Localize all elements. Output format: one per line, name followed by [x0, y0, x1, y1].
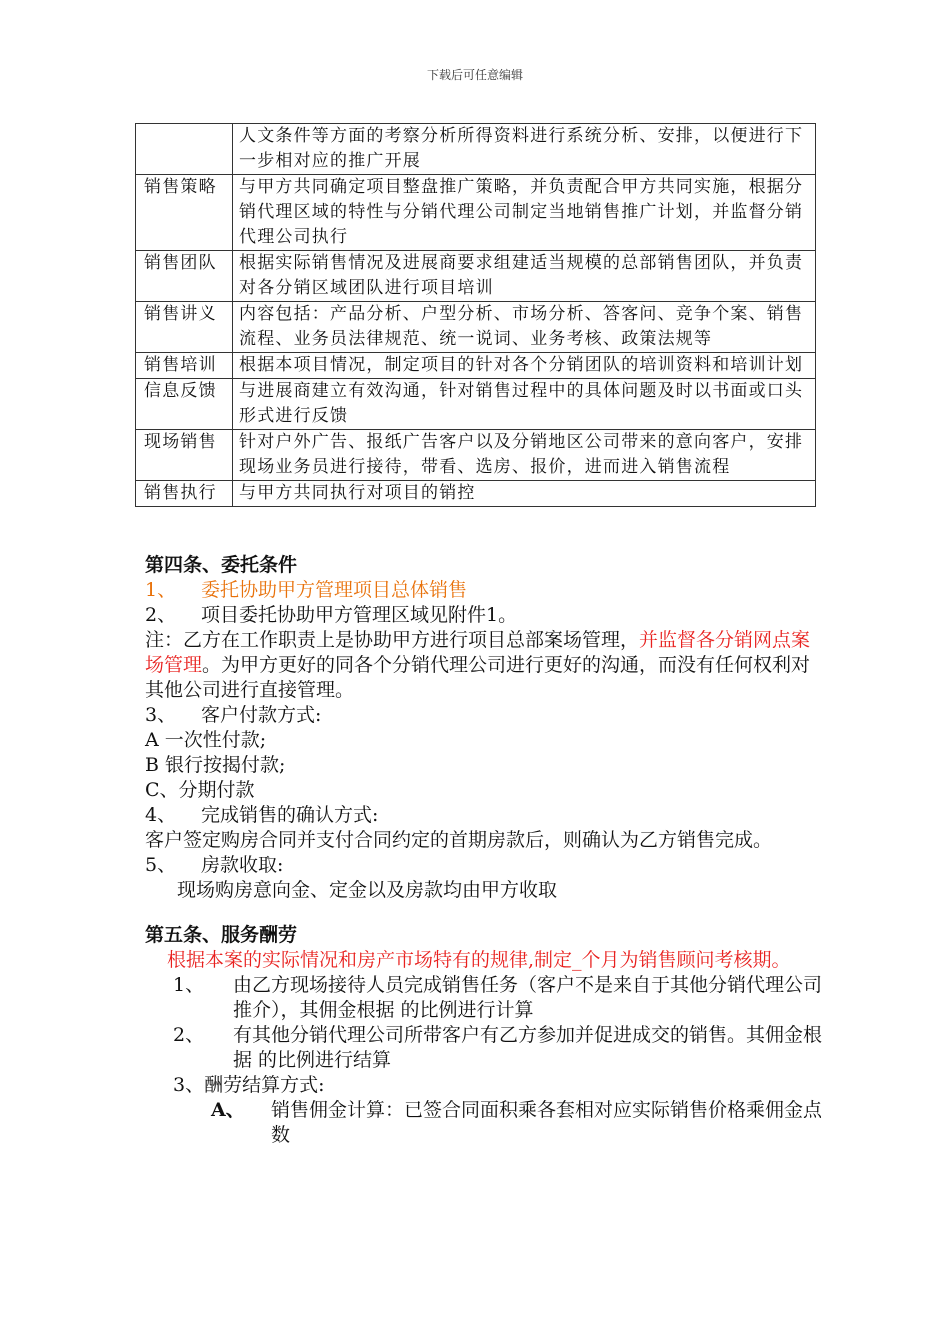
article4-title: 第四条、委托条件 — [145, 554, 298, 576]
item-number: 2、 — [173, 1024, 205, 1046]
responsibility-table — [135, 123, 816, 507]
payment-option-b: B 银行按揭付款; — [145, 754, 286, 776]
item-number: 1、 — [145, 579, 177, 601]
item-number: 4、 — [145, 804, 177, 826]
row-label: 销售策略 — [136, 175, 233, 251]
table-row — [136, 430, 816, 481]
item-number: A、 — [211, 1099, 245, 1121]
page-header: 下载后可任意编辑 — [426, 68, 523, 82]
row-label: 销售团队 — [136, 251, 233, 302]
item-number: 3、 — [145, 704, 177, 726]
article4-item3 — [145, 703, 825, 728]
article5-title: 第五条、服务酬劳 — [145, 924, 298, 946]
row-label: 销售执行 — [136, 481, 233, 507]
row-text: 根据本项目情况，制定项目的针对各个分销团队的培训资料和培训计划 — [233, 353, 816, 379]
table-row — [136, 124, 816, 175]
payment-option-c: C、分期付款 — [145, 779, 255, 801]
item-text: 客户付款方式: — [201, 704, 322, 726]
item-number: 1、 — [173, 974, 205, 996]
item-text: 项目委托协助甲方管理区域见附件1。 — [201, 604, 518, 626]
article5-sub-a — [145, 1098, 825, 1148]
row-text: 与甲方共同确定项目整盘推广策略，并负责配合甲方共同实施，根据分销代理区域的特性与分销代理公司制定当地销售推广计划，并监督分销代理公司执行 — [233, 175, 816, 251]
row-text: 人文条件等方面的考察分析所得资料进行系统分析、安排，以便进行下一步相对应的推广开展 — [233, 124, 816, 175]
article4-note — [145, 628, 825, 703]
article5-item3: 3、酬劳结算方式: — [173, 1074, 325, 1096]
article5-item2 — [145, 1023, 825, 1073]
note-text: 注：乙方在工作职责上是协助甲方进行项目总部案场管理， — [145, 629, 640, 651]
article4-item5 — [145, 853, 825, 878]
item-text: 由乙方现场接待人员完成销售任务（客户不是来自于其他分销代理公司推介），其佣金根据 的比例进行计算 — [233, 974, 823, 1021]
row-text: 与甲方共同执行对项目的销控 — [233, 481, 816, 507]
row-label: 现场销售 — [136, 430, 233, 481]
article4-item1 — [145, 578, 825, 603]
table-row — [136, 481, 816, 507]
item-number: 5、 — [145, 854, 177, 876]
row-label: 信息反馈 — [136, 379, 233, 430]
item-text: 委托协助甲方管理项目总体销售 — [201, 579, 468, 601]
spacer — [145, 903, 825, 923]
article4-item2 — [145, 603, 825, 628]
article5-item1 — [145, 973, 825, 1023]
item-text: 完成销售的确认方式: — [201, 804, 379, 826]
payment-option-a: A 一次性付款; — [145, 729, 267, 751]
table-row — [136, 175, 816, 251]
article4-item4 — [145, 803, 825, 828]
item-text: 房款收取: — [201, 854, 284, 876]
row-label: 销售培训 — [136, 353, 233, 379]
confirm-text: 客户签定购房合同并支付合同约定的首期房款后，则确认为乙方销售完成。 — [145, 829, 773, 851]
table-row — [136, 251, 816, 302]
note-highlight: 并监督各分销网点案场管理 — [145, 629, 811, 676]
row-text: 根据实际销售情况及进展商要求组建适当规模的总部销售团队，并负责对各分销区域团队进行项目培训 — [233, 251, 816, 302]
item-number: 2、 — [145, 604, 177, 626]
row-text: 与进展商建立有效沟通，针对销售过程中的具体问题及时以书面或口头形式进行反馈 — [233, 379, 816, 430]
row-text: 内容包括：产品分析、户型分析、市场分析、答客问、竞争个案、销售流程、业务员法律规范、统一说词、业务考核、政策法规等 — [233, 302, 816, 353]
row-text: 针对户外广告、报纸广告客户以及分销地区公司带来的意向客户，安排现场业务员进行接待，带看、选房、报价，进而进入销售流程 — [233, 430, 816, 481]
item-text: 有其他分销代理公司所带客户有乙方参加并促进成交的销售。其佣金根据 的比例进行结算 — [233, 1024, 823, 1071]
note-text-cont: 。为甲方更好的同各个分销代理公司进行更好的沟通，而没有任何权利对其他公司进行直接管理。 — [145, 654, 811, 701]
document-body — [145, 553, 825, 1148]
table-row — [136, 353, 816, 379]
table-row — [136, 302, 816, 353]
item-text: 销售佣金计算：已签合同面积乘各套相对应实际销售价格乘佣金点数 — [271, 1099, 823, 1146]
row-label — [136, 124, 233, 175]
table-row — [136, 379, 816, 430]
article5-intro: 根据本案的实际情况和房产市场特有的规律,制定_个月为销售顾问考核期。 — [167, 949, 791, 971]
row-label: 销售讲义 — [136, 302, 233, 353]
collect-text: 现场购房意向金、定金以及房款均由甲方收取 — [177, 879, 558, 901]
